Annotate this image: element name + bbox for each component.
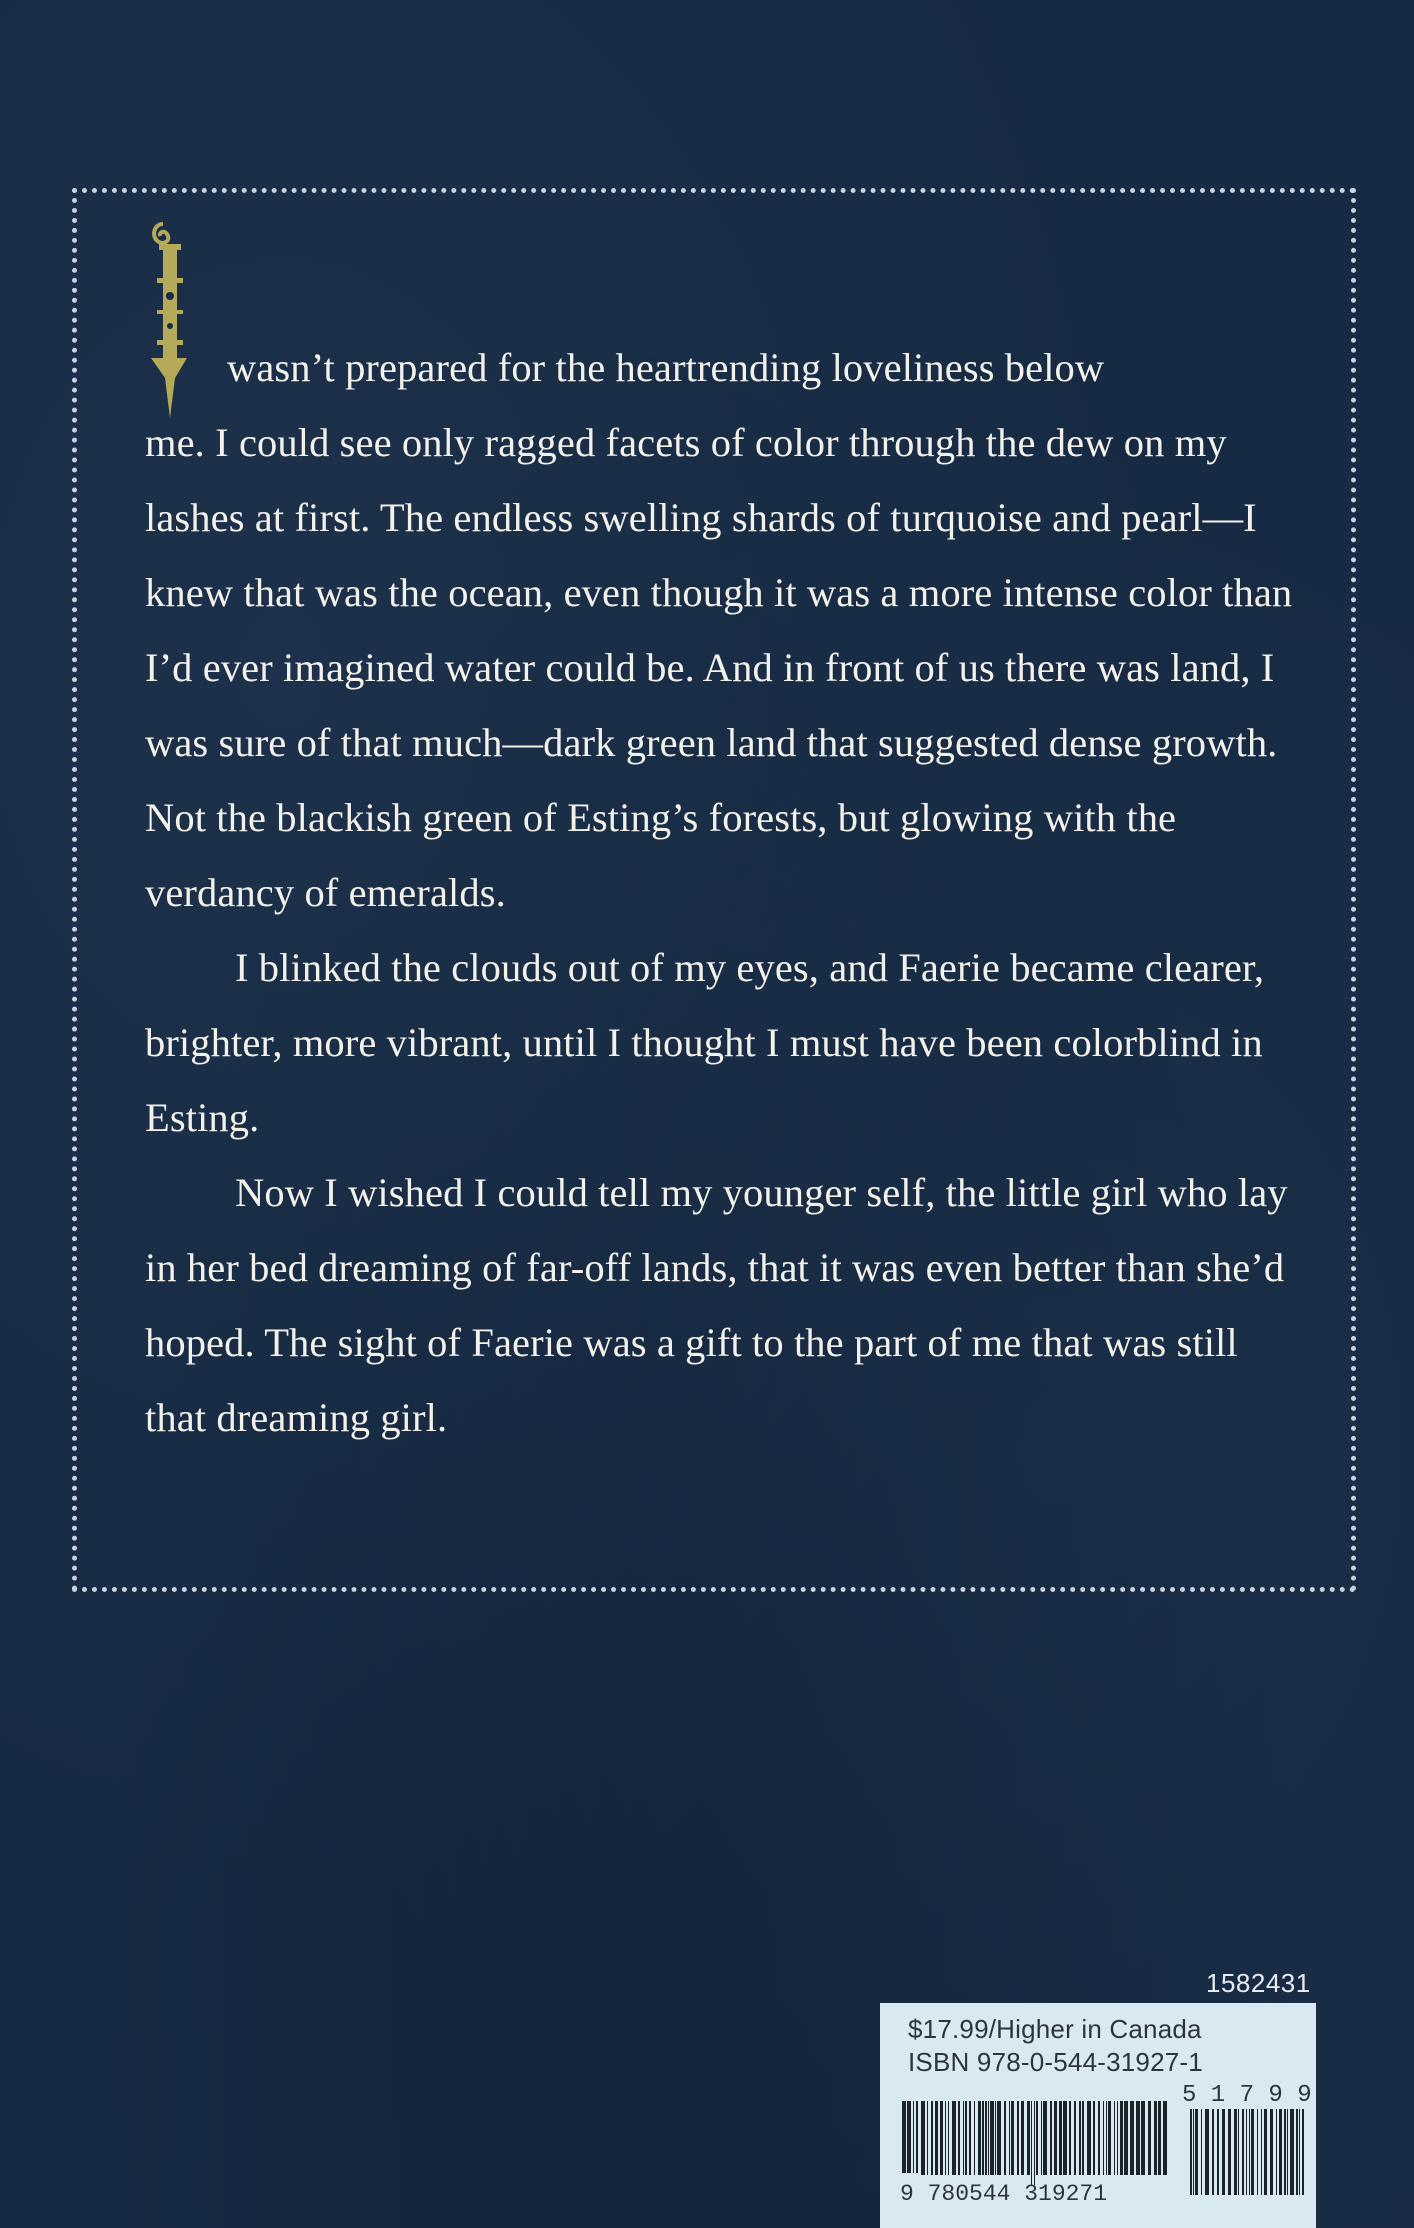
barcode-bar	[1257, 2109, 1258, 2195]
excerpt-first-line: wasn’t prepared for the heartrending loveliness below	[227, 345, 1105, 390]
book-excerpt	[145, 218, 1295, 1455]
barcode-bar	[1079, 2101, 1081, 2175]
barcode-bar	[1290, 2109, 1294, 2195]
barcode-bar	[963, 2101, 964, 2175]
barcode-bar	[1261, 2109, 1262, 2195]
barcode-bar	[1021, 2101, 1024, 2175]
barcode-bar	[1296, 2109, 1298, 2195]
barcode-bar	[1017, 2101, 1019, 2175]
barcode-bar	[927, 2101, 928, 2175]
barcode-bar	[1054, 2101, 1057, 2175]
barcode-bar	[952, 2101, 956, 2175]
barcode-bar	[916, 2101, 918, 2175]
barcode-bar	[1120, 2101, 1123, 2175]
barcode-bar	[1284, 2109, 1286, 2195]
ornamental-drop-cap	[145, 218, 193, 418]
barcode-bar	[1059, 2101, 1062, 2175]
barcode-bar	[997, 2101, 1001, 2175]
barcode-bar	[978, 2101, 981, 2175]
barcode-bar	[1031, 2101, 1032, 2185]
barcode-bar	[974, 2101, 975, 2175]
barcode-bar	[1108, 2101, 1111, 2175]
barcode-bar	[1299, 2109, 1300, 2195]
barcode-bar	[1036, 2101, 1038, 2175]
barcode-bar	[1148, 2101, 1151, 2175]
barcode-bar	[1063, 2101, 1067, 2175]
barcode-bar	[958, 2101, 960, 2175]
barcode-bar	[985, 2101, 987, 2175]
barcode-bar	[1050, 2101, 1052, 2175]
barcode-bar	[1124, 2101, 1128, 2175]
barcode-bar	[1228, 2109, 1231, 2195]
barcode-bar	[1222, 2109, 1225, 2195]
barcode-bar	[913, 2101, 914, 2185]
barcode-bar	[1103, 2101, 1104, 2175]
barcode-bar	[990, 2101, 994, 2175]
barcode-bar	[1302, 2109, 1304, 2195]
barcode-bar	[935, 2101, 938, 2175]
barcode-bar	[1270, 2109, 1273, 2195]
barcode-bar	[1082, 2101, 1084, 2175]
barcode-bar	[948, 2101, 949, 2175]
price-text: $17.99/Higher in Canada	[908, 2014, 1202, 2044]
barcode-bar	[1246, 2109, 1247, 2195]
excerpt-paragraph-3: Now I wished I could tell my younger self, the little girl who lay in her bed dreaming of far-off lands, that it was even better than she’d hoped. The sight of Faerie was a gift to the part of me that was still that dreaming girl.	[145, 1170, 1288, 1440]
excerpt-paragraph-2: I blinked the clouds out of my eyes, and Faerie became clearer, brighter, more vibrant, until I thought I must have been colorblind in Esting.	[145, 945, 1265, 1140]
barcode-bar	[1217, 2109, 1219, 2195]
excerpt-paragraph-1: me. I could see only ragged facets of color through the dew on my lashes at first. The endless swelling shards of turquoise and pearl—I knew that was the ocean, even though it was a more intense color than I’d ever imagined water could be. And in front of us there was land, I was sure of that much—dark green land that suggested dense growth. Not the blackish green of Esting’s forests, but glowing with the verdancy of emeralds.	[145, 420, 1293, 915]
barcode-bar	[1242, 2109, 1244, 2195]
barcode-bar	[1069, 2101, 1071, 2175]
barcode-bar	[1093, 2101, 1095, 2175]
barcode-bar	[1205, 2109, 1209, 2195]
barcode-bar	[1117, 2101, 1118, 2175]
barcode-bar	[1163, 2101, 1167, 2175]
barcode-bar	[1087, 2101, 1091, 2175]
barcode-bar	[1027, 2101, 1030, 2175]
barcode-bar	[1041, 2101, 1042, 2175]
barcode-bar	[931, 2101, 933, 2175]
barcode-graphic	[880, 2003, 1316, 2228]
barcode-bar	[1190, 2109, 1192, 2195]
ean-barcode-bars	[902, 2101, 1167, 2185]
barcode-bar	[1234, 2109, 1237, 2195]
isbn-text: ISBN 978-0-544-31927-1	[908, 2047, 1203, 2077]
barcode-bar	[969, 2101, 971, 2175]
barcode-bar	[1238, 2109, 1239, 2195]
barcode-bar	[1136, 2101, 1140, 2175]
barcode-bar	[995, 2101, 996, 2175]
barcode-bar	[1276, 2109, 1277, 2195]
barcode-bar	[1287, 2109, 1288, 2195]
barcode-bar	[1201, 2109, 1202, 2195]
barcode-bar	[1043, 2101, 1047, 2175]
barcode-bar	[907, 2101, 911, 2185]
barcode-bar	[1004, 2101, 1006, 2175]
barcode-bar	[1193, 2109, 1194, 2195]
barcode-price-box	[880, 2003, 1316, 2228]
barcode-bar	[1009, 2101, 1010, 2175]
barcode-bar	[965, 2101, 967, 2175]
barcode-bar	[1249, 2109, 1250, 2195]
barcode-bar	[1251, 2109, 1254, 2195]
barcode-bar	[1154, 2101, 1157, 2175]
barcode-bar	[1279, 2109, 1282, 2195]
barcode-bar	[1114, 2101, 1115, 2175]
barcode-bar	[1264, 2109, 1267, 2195]
barcode-bar	[982, 2101, 984, 2175]
barcode-bar	[1034, 2101, 1035, 2185]
barcode-bar	[921, 2101, 925, 2175]
barcode-bar	[1141, 2101, 1145, 2175]
barcode-bar	[1098, 2101, 1100, 2175]
barcode-bar	[1158, 2101, 1161, 2175]
price-code-digits: 5 1 7 9 9	[1182, 2082, 1312, 2109]
ean-digits: 9 780544 319271	[900, 2181, 1108, 2207]
barcode-bar	[945, 2101, 946, 2175]
barcode-bar	[902, 2101, 906, 2185]
barcode-bar	[988, 2101, 989, 2175]
barcode-bar	[1212, 2109, 1214, 2195]
price-addon-bars	[1190, 2109, 1304, 2195]
barcode-bar	[1011, 2101, 1014, 2175]
barcode-bar	[1074, 2101, 1076, 2175]
catalog-number: 1582431	[1206, 1968, 1311, 1998]
barcode-bar	[1130, 2101, 1134, 2175]
barcode-bar	[1106, 2101, 1107, 2175]
barcode-bar	[940, 2101, 943, 2175]
barcode-bar	[1195, 2109, 1198, 2195]
